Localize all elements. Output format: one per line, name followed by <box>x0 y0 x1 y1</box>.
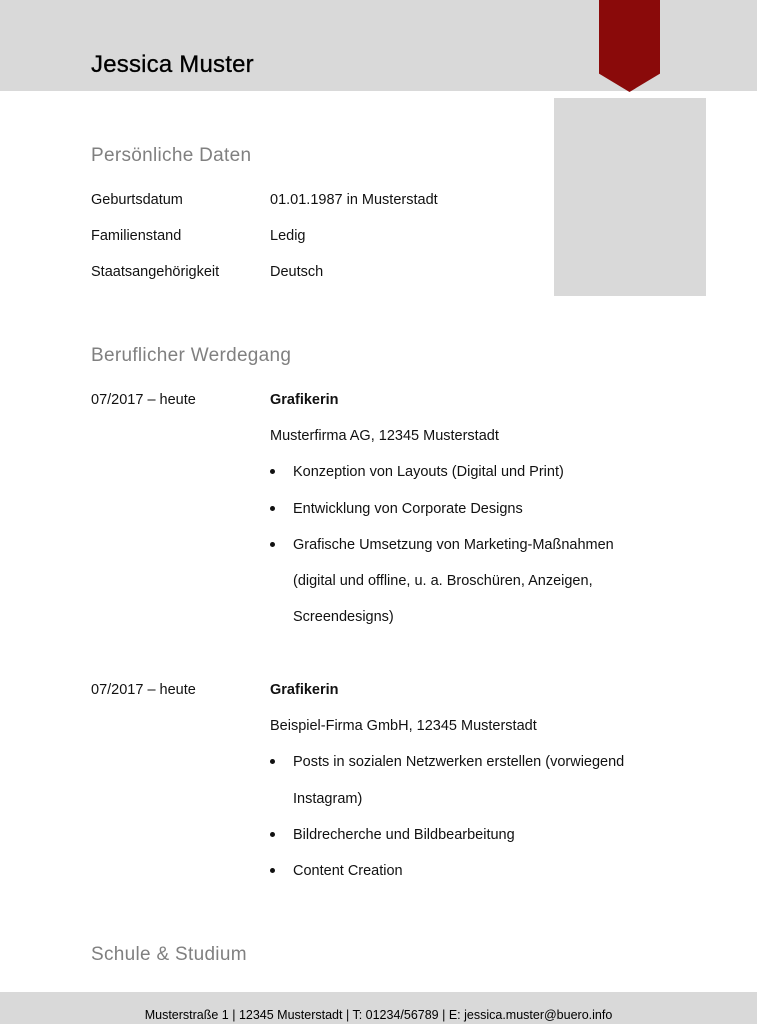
value-nationality: Deutsch <box>270 264 324 280</box>
bullet-icon <box>270 506 275 511</box>
career-task-continued: Screendesigns) <box>293 609 394 625</box>
career-task: Grafische Umsetzung von Marketing-Maßnahmen <box>293 537 614 553</box>
section-title-education: Schule & Studium <box>91 944 247 965</box>
career-company: Beispiel-Firma GmbH, 12345 Musterstadt <box>270 718 537 734</box>
applicant-name: Jessica Muster <box>91 51 254 78</box>
bullet-icon <box>270 469 275 474</box>
career-task: Konzeption von Layouts (Digital und Print) <box>293 464 564 480</box>
section-title-career: Beruflicher Werdegang <box>91 345 292 366</box>
career-position: Grafikerin <box>270 392 339 408</box>
career-task: Bildrecherche und Bildbearbeitung <box>293 827 515 843</box>
bookmark-ribbon <box>599 0 660 92</box>
bullet-icon <box>270 759 275 764</box>
section-title-personal: Persönliche Daten <box>91 145 252 166</box>
career-period: 07/2017 – heute <box>91 682 196 698</box>
career-period: 07/2017 – heute <box>91 392 196 408</box>
value-birthdate: 01.01.1987 in Musterstadt <box>270 192 438 208</box>
footer-contact: Musterstraße 1 | 12345 Musterstadt | T: 01234/56789 | E: jessica.muster@buero.info <box>144 1008 613 1022</box>
bullet-icon <box>270 542 275 547</box>
career-task: Content Creation <box>293 863 403 879</box>
career-task-continued: (digital und offline, u. a. Broschüren, Anzeigen, <box>293 573 593 589</box>
label-nationality: Staatsangehörigkeit <box>91 264 220 280</box>
career-company: Musterfirma AG, 12345 Musterstadt <box>270 428 499 444</box>
bullet-icon <box>270 832 275 837</box>
bullet-icon <box>270 868 275 873</box>
photo-placeholder <box>554 98 706 296</box>
career-task-continued: Instagram) <box>293 791 363 807</box>
label-marital-status: Familienstand <box>91 228 182 244</box>
career-task: Entwicklung von Corporate Designs <box>293 501 523 517</box>
value-marital-status: Ledig <box>270 228 306 244</box>
career-position: Grafikerin <box>270 682 339 698</box>
label-birthdate: Geburtsdatum <box>91 192 183 208</box>
career-task: Posts in sozialen Netzwerken erstellen (vorwiegend <box>293 754 625 770</box>
